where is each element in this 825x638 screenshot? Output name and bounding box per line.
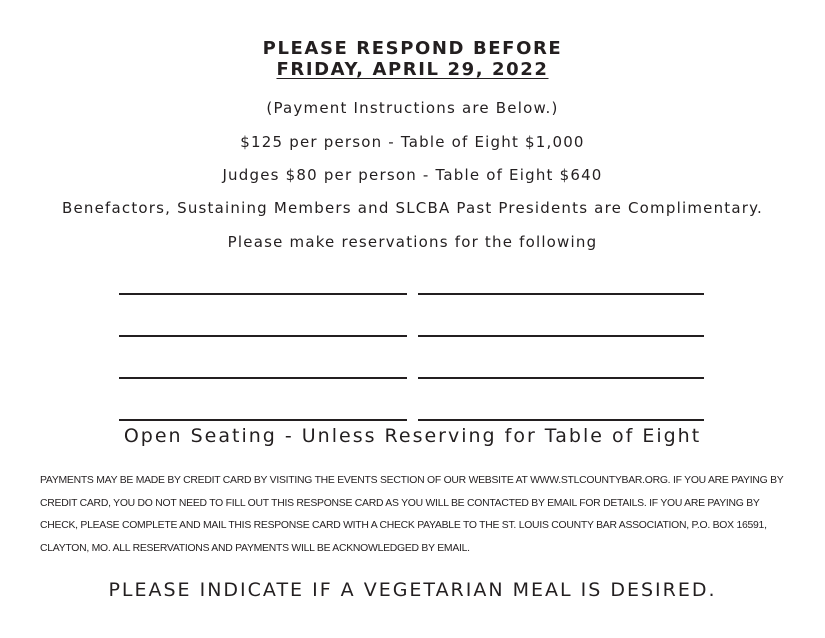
deadline-date: FRIDAY, APRIL 29, 2022	[276, 59, 549, 80]
complimentary-note: Benefactors, Sustaining Members and SLCBA Past Presidents are Complimentary.	[61, 199, 764, 217]
attendee-name-line-5[interactable]	[119, 377, 407, 379]
standard-price-line: $125 per person - Table of Eight $1,000	[240, 133, 585, 151]
attendee-name-line-4[interactable]	[418, 335, 704, 337]
reservation-prompt: Please make reservations for the following	[227, 233, 598, 251]
attendee-name-line-3[interactable]	[119, 335, 407, 337]
judges-price-line: Judges $80 per person - Table of Eight $640	[222, 166, 603, 184]
vegetarian-meal-note: PLEASE INDICATE IF A VEGETARIAN MEAL IS DESIRED.	[108, 579, 717, 601]
attendee-name-line-1[interactable]	[119, 293, 407, 295]
payment-instructions-text: PAYMENTS MAY BE MADE BY CREDIT CARD BY VISITING THE EVENTS SECTION OF OUR WEBSITE AT WWW.STLCOUNTYBAR.ORG. IF YOU ARE PAYING BY CREDIT CARD, YOU DO NOT NEED TO FILL OUT THIS RESPONSE CARD AS YOU WILL BE CONTACTED BY EMAIL FOR DETAILS. IF YOU ARE PAYING BY CHECK, PLEASE COMPLETE AND MAIL THIS RESPONSE CARD WITH A CHECK PAYABLE TO THE ST. LOUIS COUNTY BAR ASSOCIATION, P.O. BOX 16591, CLAYTON, MO. ALL RESERVATIONS AND PAYMENTS WILL BE ACKNOWLEDGED BY EMAIL.	[40, 475, 784, 554]
attendee-name-line-2[interactable]	[418, 293, 704, 295]
attendee-name-line-6[interactable]	[418, 377, 704, 379]
open-seating-note: Open Seating - Unless Reserving for Table of Eight	[123, 425, 702, 447]
attendee-name-line-8[interactable]	[418, 419, 704, 421]
attendee-name-line-7[interactable]	[119, 419, 407, 421]
respond-before-heading: PLEASE RESPOND BEFORE	[262, 38, 563, 59]
payment-instructions-note: (Payment Instructions are Below.)	[266, 99, 559, 117]
